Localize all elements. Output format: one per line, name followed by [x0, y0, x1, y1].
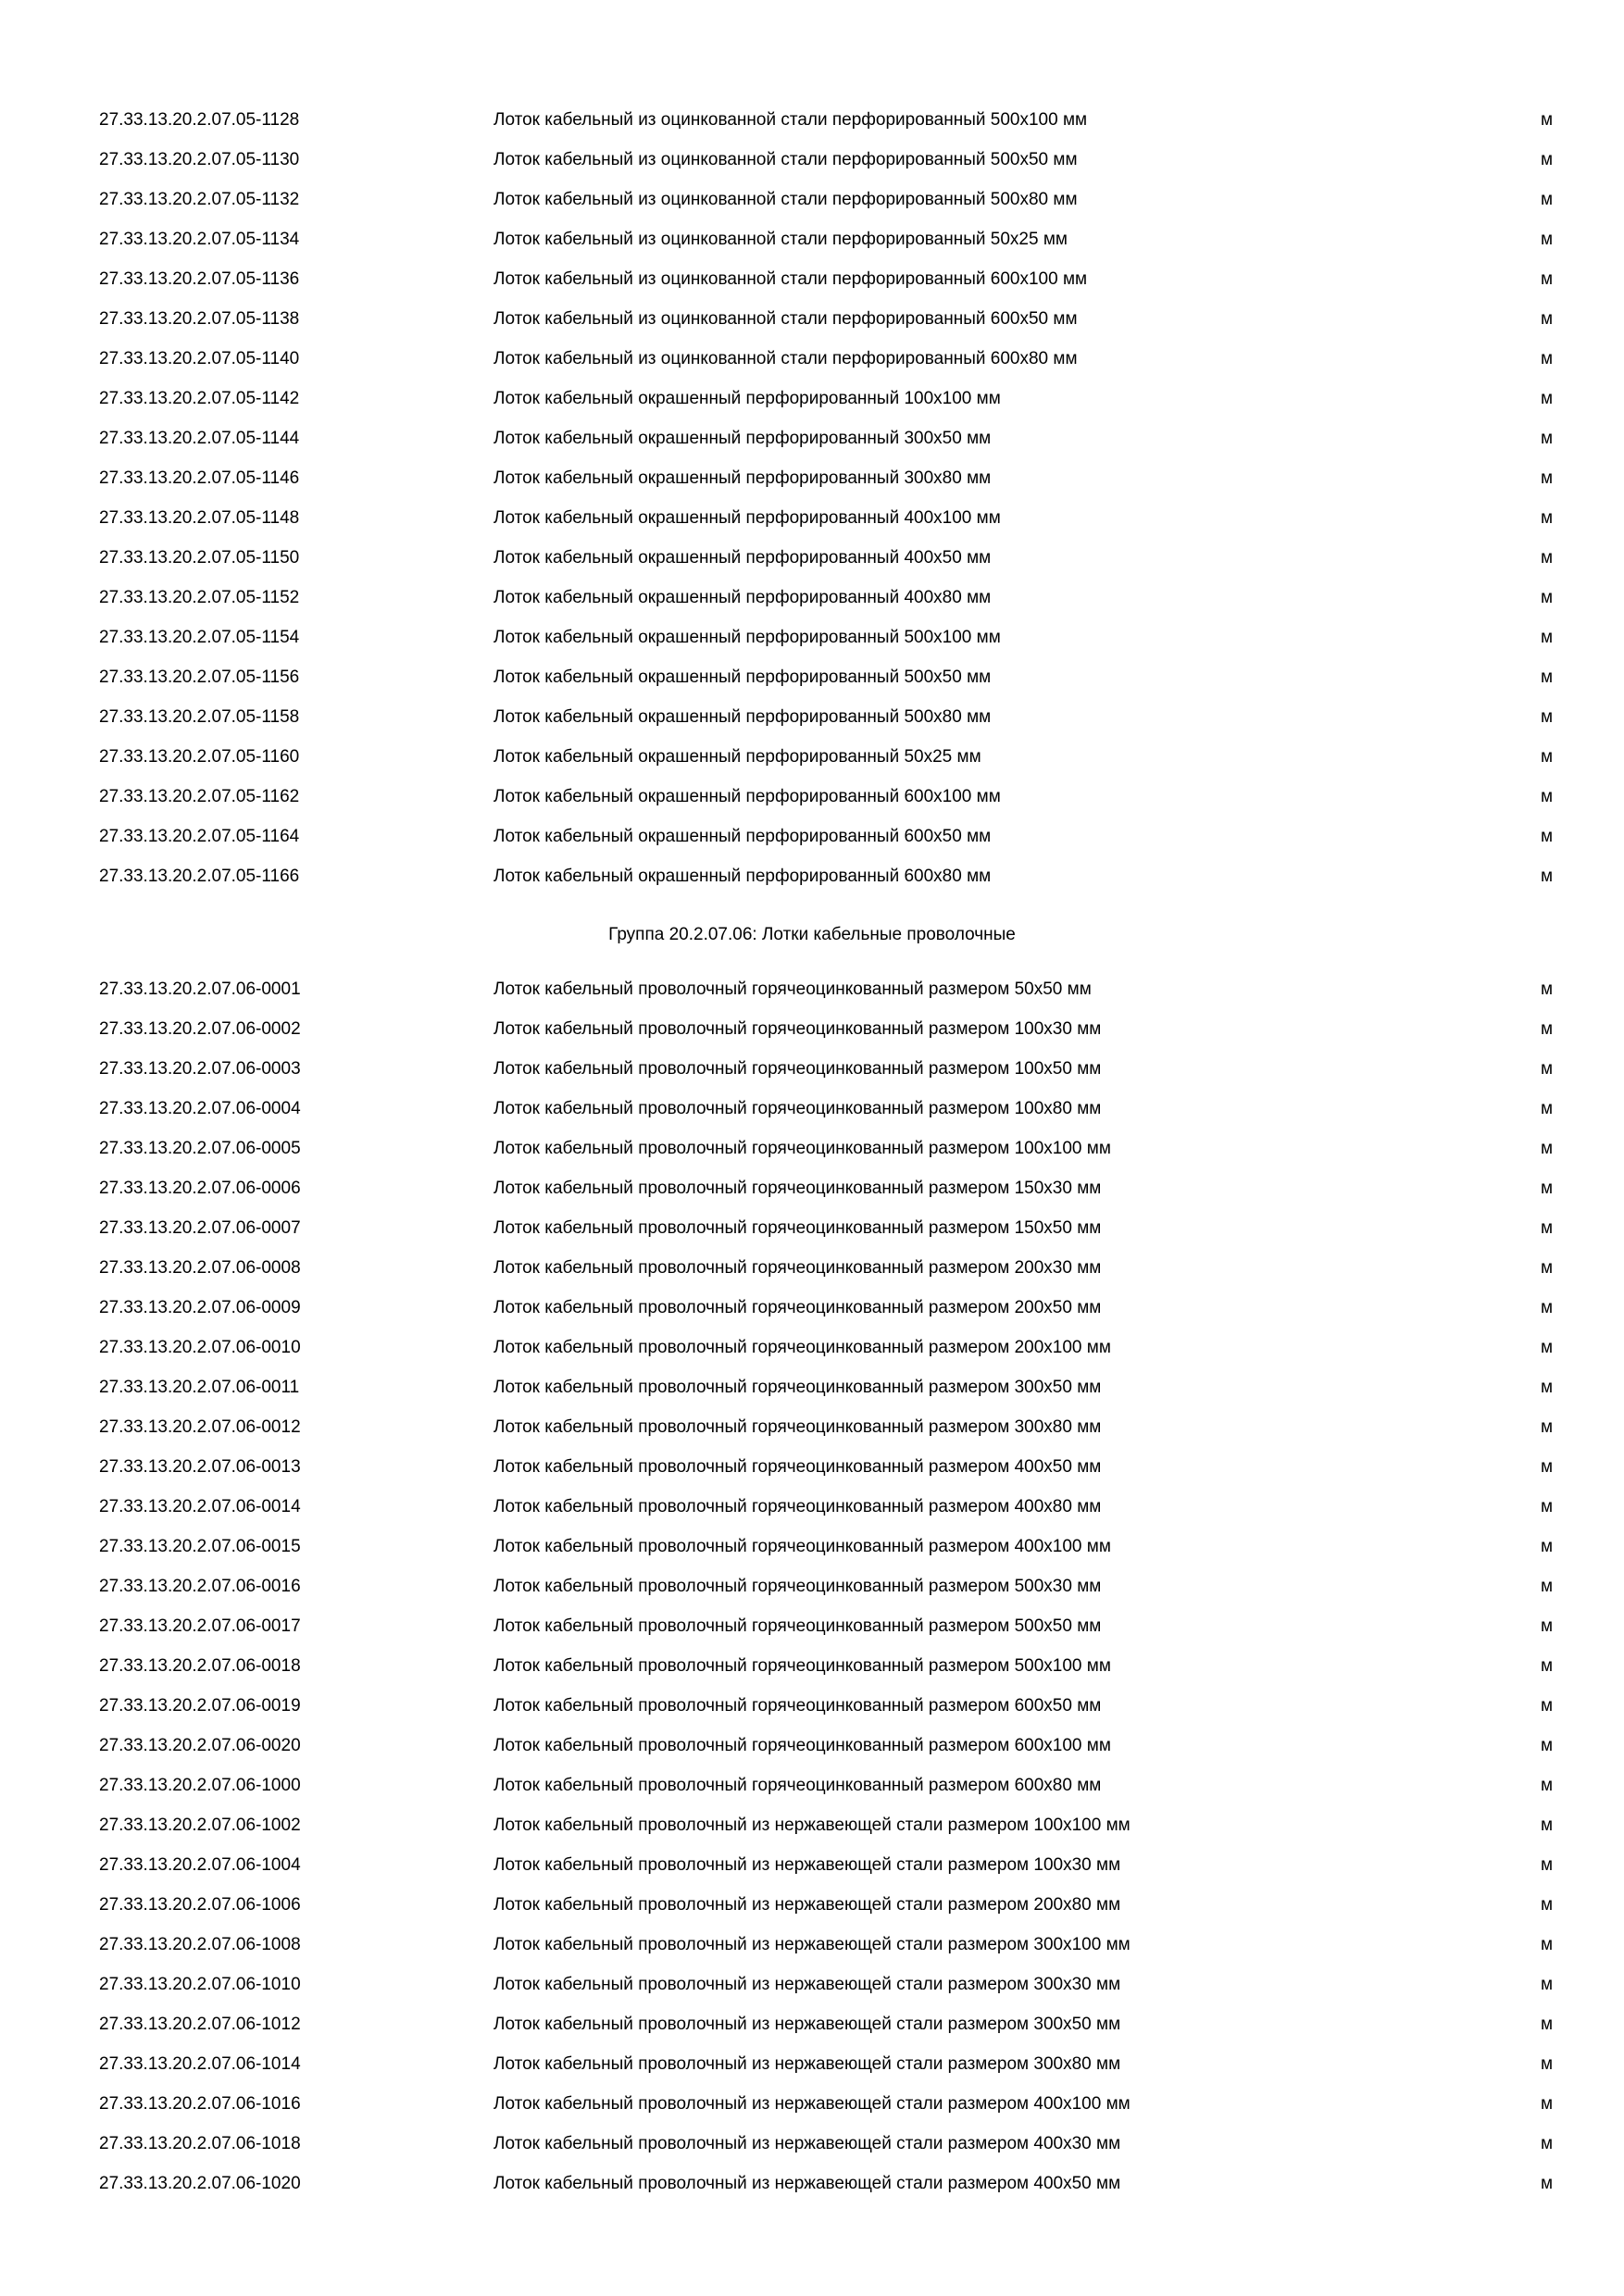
item-name: Лоток кабельный проволочный горячеоцинкованный размером 400х80 мм [493, 1497, 1102, 1516]
table-row [0, 1728, 1624, 1765]
item-name: Лоток кабельный окрашенный перфорированный 500х100 мм [493, 628, 1001, 647]
item-unit: м [1541, 1816, 1554, 1835]
item-unit: м [1541, 1059, 1554, 1079]
item-name: Лоток кабельный окрашенный перфорированный 600х80 мм [493, 867, 992, 886]
item-name: Лоток кабельный из оцинкованной стали перфорированный 600х80 мм [493, 349, 1078, 368]
table-row [0, 1051, 1624, 1088]
item-unit: м [1541, 389, 1554, 408]
table-row [0, 1688, 1624, 1725]
table-row [0, 261, 1624, 298]
item-name: Лоток кабельный проволочный горячеоцинкованный размером 300х50 мм [493, 1378, 1102, 1397]
item-unit: м [1541, 1457, 1554, 1477]
item-unit: м [1541, 2174, 1554, 2193]
item-code: 27.33.13.20.2.07.05-1128 [99, 110, 300, 130]
item-name: Лоток кабельный проволочный из нержавеющей стали размером 400х50 мм [493, 2174, 1121, 2193]
item-code: 27.33.13.20.2.07.05-1154 [99, 628, 300, 647]
item-code: 27.33.13.20.2.07.06-0020 [99, 1736, 301, 1755]
item-unit: м [1541, 1577, 1554, 1596]
item-unit: м [1541, 980, 1554, 999]
item-unit: м [1541, 1338, 1554, 1357]
item-unit: м [1541, 468, 1554, 488]
item-unit: м [1541, 588, 1554, 607]
item-code: 27.33.13.20.2.07.06-1004 [99, 1855, 301, 1875]
item-unit: м [1541, 1139, 1554, 1158]
item-name: Лоток кабельный окрашенный перфорированный 500х50 мм [493, 668, 992, 687]
table-row [0, 1290, 1624, 1327]
item-name: Лоток кабельный проволочный горячеоцинкованный размером 400х100 мм [493, 1537, 1111, 1556]
item-name: Лоток кабельный из оцинкованной стали перфорированный 600х100 мм [493, 269, 1088, 289]
item-code: 27.33.13.20.2.07.05-1158 [99, 707, 300, 727]
item-unit: м [1541, 1616, 1554, 1636]
item-name: Лоток кабельный из оцинкованной стали перфорированный 500х80 мм [493, 190, 1078, 209]
item-code: 27.33.13.20.2.07.05-1138 [99, 309, 300, 329]
item-unit: м [1541, 1218, 1554, 1238]
item-unit: м [1541, 1975, 1554, 1994]
item-code: 27.33.13.20.2.07.05-1166 [99, 867, 300, 886]
item-code: 27.33.13.20.2.07.05-1150 [99, 548, 300, 568]
item-name: Лоток кабельный окрашенный перфорированный 600х50 мм [493, 827, 992, 846]
table-row [0, 1170, 1624, 1207]
item-name: Лоток кабельный проволочный из нержавеющей стали размером 300х50 мм [493, 2015, 1121, 2034]
item-unit: м [1541, 1855, 1554, 1875]
item-unit: м [1541, 508, 1554, 528]
item-name: Лоток кабельный из оцинкованной стали перфорированный 500х100 мм [493, 110, 1088, 130]
item-name: Лоток кабельный проволочный горячеоцинкованный размером 100х50 мм [493, 1059, 1102, 1079]
item-name: Лоток кабельный окрашенный перфорированный 300х80 мм [493, 468, 992, 488]
item-name: Лоток кабельный проволочный горячеоцинкованный размером 400х50 мм [493, 1457, 1102, 1477]
item-code: 27.33.13.20.2.07.06-1016 [99, 2094, 301, 2114]
item-code: 27.33.13.20.2.07.06-0015 [99, 1537, 301, 1556]
table-row [0, 1529, 1624, 1566]
item-code: 27.33.13.20.2.07.06-1000 [99, 1776, 301, 1795]
item-unit: м [1541, 110, 1554, 130]
item-unit: м [1541, 2134, 1554, 2153]
item-name: Лоток кабельный проволочный горячеоцинкованный размером 500х50 мм [493, 1616, 1102, 1636]
item-code: 27.33.13.20.2.07.06-0007 [99, 1218, 301, 1238]
table-row [0, 2126, 1624, 2163]
item-code: 27.33.13.20.2.07.06-0017 [99, 1616, 301, 1636]
item-unit: м [1541, 269, 1554, 289]
item-name: Лоток кабельный проволочный из нержавеющей стали размером 100х100 мм [493, 1816, 1131, 1835]
item-unit: м [1541, 2015, 1554, 2034]
table-row [0, 1130, 1624, 1167]
table-row [0, 619, 1624, 656]
table-row [0, 1250, 1624, 1287]
item-name: Лоток кабельный проволочный горячеоцинкованный размером 500х30 мм [493, 1577, 1102, 1596]
item-name: Лоток кабельный проволочный горячеоцинкованный размером 600х50 мм [493, 1696, 1102, 1716]
item-unit: м [1541, 1656, 1554, 1676]
item-unit: м [1541, 1736, 1554, 1755]
item-code: 27.33.13.20.2.07.05-1160 [99, 747, 300, 767]
item-unit: м [1541, 1298, 1554, 1317]
item-code: 27.33.13.20.2.07.06-1014 [99, 2054, 301, 2074]
item-code: 27.33.13.20.2.07.05-1144 [99, 429, 300, 448]
item-name: Лоток кабельный проволочный из нержавеющей стали размером 300х100 мм [493, 1935, 1131, 1954]
item-unit: м [1541, 2094, 1554, 2114]
item-unit: м [1541, 429, 1554, 448]
table-row [0, 1887, 1624, 1924]
item-code: 27.33.13.20.2.07.06-0011 [99, 1378, 300, 1397]
table-row [0, 1966, 1624, 2003]
item-code: 27.33.13.20.2.07.06-0005 [99, 1139, 301, 1158]
item-code: 27.33.13.20.2.07.06-0003 [99, 1059, 301, 1079]
table-row [0, 1807, 1624, 1844]
table-row [0, 2086, 1624, 2123]
item-unit: м [1541, 150, 1554, 169]
table-row [0, 580, 1624, 617]
item-code: 27.33.13.20.2.07.05-1156 [99, 668, 300, 687]
item-code: 27.33.13.20.2.07.06-0013 [99, 1457, 301, 1477]
item-name: Лоток кабельный окрашенный перфорированный 600х100 мм [493, 787, 1001, 806]
table-row [0, 739, 1624, 776]
table-row [0, 1369, 1624, 1406]
item-name: Лоток кабельный из оцинкованной стали перфорированный 600х50 мм [493, 309, 1078, 329]
table-row [0, 1210, 1624, 1247]
item-code: 27.33.13.20.2.07.06-0006 [99, 1179, 301, 1198]
item-unit: м [1541, 1258, 1554, 1278]
item-name: Лоток кабельный проволочный горячеоцинкованный размером 100х80 мм [493, 1099, 1102, 1118]
table-row [0, 102, 1624, 139]
table-row [0, 341, 1624, 378]
item-name: Лоток кабельный окрашенный перфорированный 100х100 мм [493, 389, 1001, 408]
item-name: Лоток кабельный проволочный горячеоцинкованный размером 300х80 мм [493, 1417, 1102, 1437]
item-code: 27.33.13.20.2.07.05-1130 [99, 150, 300, 169]
item-unit: м [1541, 1179, 1554, 1198]
item-code: 27.33.13.20.2.07.06-0004 [99, 1099, 301, 1118]
item-unit: м [1541, 707, 1554, 727]
table-row [0, 1608, 1624, 1645]
item-name: Лоток кабельный проволочный из нержавеющей стали размером 400х30 мм [493, 2134, 1121, 2153]
table-row [0, 221, 1624, 258]
item-unit: м [1541, 787, 1554, 806]
item-unit: м [1541, 309, 1554, 329]
item-unit: м [1541, 230, 1554, 249]
table-row [0, 2165, 1624, 2202]
item-code: 27.33.13.20.2.07.06-0019 [99, 1696, 301, 1716]
item-code: 27.33.13.20.2.07.05-1142 [99, 389, 300, 408]
table-row [0, 301, 1624, 338]
item-unit: м [1541, 827, 1554, 846]
table-row [0, 858, 1624, 895]
item-code: 27.33.13.20.2.07.06-1018 [99, 2134, 301, 2153]
table-row [0, 420, 1624, 457]
table-row [0, 142, 1624, 179]
table-row [0, 2046, 1624, 2083]
item-code: 27.33.13.20.2.07.06-1020 [99, 2174, 301, 2193]
table-row [0, 1847, 1624, 1884]
table-row [0, 500, 1624, 537]
item-unit: м [1541, 1378, 1554, 1397]
item-unit: м [1541, 1776, 1554, 1795]
table-row [0, 1767, 1624, 1804]
item-name: Лоток кабельный окрашенный перфорированный 400х100 мм [493, 508, 1001, 528]
item-code: 27.33.13.20.2.07.06-0010 [99, 1338, 301, 1357]
item-unit: м [1541, 548, 1554, 568]
item-unit: м [1541, 867, 1554, 886]
item-unit: м [1541, 668, 1554, 687]
item-name: Лоток кабельный окрашенный перфорированный 300х50 мм [493, 429, 992, 448]
item-name: Лоток кабельный проволочный из нержавеющей стали размером 100х30 мм [493, 1855, 1121, 1875]
item-code: 27.33.13.20.2.07.05-1162 [99, 787, 300, 806]
item-code: 27.33.13.20.2.07.05-1164 [99, 827, 300, 846]
table-row [0, 1329, 1624, 1366]
item-code: 27.33.13.20.2.07.05-1152 [99, 588, 300, 607]
item-unit: м [1541, 1537, 1554, 1556]
table-row [0, 1409, 1624, 1446]
item-code: 27.33.13.20.2.07.05-1134 [99, 230, 300, 249]
item-unit: м [1541, 1019, 1554, 1039]
item-code: 27.33.13.20.2.07.05-1146 [99, 468, 300, 488]
item-code: 27.33.13.20.2.07.06-0008 [99, 1258, 301, 1278]
item-unit: м [1541, 2054, 1554, 2074]
item-code: 27.33.13.20.2.07.06-1008 [99, 1935, 301, 1954]
item-unit: м [1541, 349, 1554, 368]
item-unit: м [1541, 1895, 1554, 1915]
group-heading: Группа 20.2.07.06: Лотки кабельные проволочные [608, 925, 1016, 944]
item-unit: м [1541, 1497, 1554, 1516]
table-row [0, 1449, 1624, 1486]
table-row [0, 540, 1624, 577]
item-name: Лоток кабельный окрашенный перфорированный 400х80 мм [493, 588, 992, 607]
item-name: Лоток кабельный проволочный горячеоцинкованный размером 600х80 мм [493, 1776, 1102, 1795]
item-unit: м [1541, 1417, 1554, 1437]
table-row [0, 381, 1624, 418]
item-name: Лоток кабельный проволочный горячеоцинкованный размером 150х30 мм [493, 1179, 1102, 1198]
item-unit: м [1541, 628, 1554, 647]
table-row [0, 1011, 1624, 1048]
item-name: Лоток кабельный из оцинкованной стали перфорированный 500х50 мм [493, 150, 1078, 169]
item-name: Лоток кабельный проволочный горячеоцинкованный размером 200х50 мм [493, 1298, 1102, 1317]
item-name: Лоток кабельный проволочный горячеоцинкованный размером 200х30 мм [493, 1258, 1102, 1278]
item-name: Лоток кабельный окрашенный перфорированный 50х25 мм [493, 747, 981, 767]
item-code: 27.33.13.20.2.07.06-0014 [99, 1497, 301, 1516]
item-name: Лоток кабельный проволочный из нержавеющей стали размером 200х80 мм [493, 1895, 1121, 1915]
item-code: 27.33.13.20.2.07.06-1002 [99, 1816, 301, 1835]
table-row [0, 1568, 1624, 1605]
table-row [0, 1648, 1624, 1685]
table-row [0, 2006, 1624, 2043]
item-code: 27.33.13.20.2.07.06-0009 [99, 1298, 301, 1317]
table-row [0, 1489, 1624, 1526]
item-code: 27.33.13.20.2.07.06-0001 [99, 980, 301, 999]
item-code: 27.33.13.20.2.07.06-1012 [99, 2015, 301, 2034]
item-name: Лоток кабельный проволочный горячеоцинкованный размером 600х100 мм [493, 1736, 1111, 1755]
item-unit: м [1541, 1696, 1554, 1716]
item-unit: м [1541, 190, 1554, 209]
item-unit: м [1541, 747, 1554, 767]
item-unit: м [1541, 1935, 1554, 1954]
item-name: Лоток кабельный проволочный горячеоцинкованный размером 100х100 мм [493, 1139, 1111, 1158]
table-row [0, 659, 1624, 696]
item-code: 27.33.13.20.2.07.05-1148 [99, 508, 300, 528]
item-code: 27.33.13.20.2.07.06-0012 [99, 1417, 301, 1437]
item-name: Лоток кабельный проволочный из нержавеющей стали размером 300х30 мм [493, 1975, 1121, 1994]
table-row [0, 460, 1624, 497]
item-name: Лоток кабельный окрашенный перфорированный 500х80 мм [493, 707, 992, 727]
table-row [0, 1091, 1624, 1128]
item-name: Лоток кабельный проволочный горячеоцинкованный размером 500х100 мм [493, 1656, 1111, 1676]
item-code: 27.33.13.20.2.07.06-1006 [99, 1895, 301, 1915]
item-name: Лоток кабельный из оцинкованной стали перфорированный 50х25 мм [493, 230, 1068, 249]
table-row [0, 779, 1624, 816]
item-code: 27.33.13.20.2.07.06-1010 [99, 1975, 301, 1994]
item-code: 27.33.13.20.2.07.05-1140 [99, 349, 300, 368]
item-name: Лоток кабельный окрашенный перфорированный 400х50 мм [493, 548, 992, 568]
item-name: Лоток кабельный проволочный горячеоцинкованный размером 150х50 мм [493, 1218, 1102, 1238]
table-row [0, 1927, 1624, 1964]
item-name: Лоток кабельный проволочный из нержавеющей стали размером 400х100 мм [493, 2094, 1131, 2114]
item-name: Лоток кабельный проволочный горячеоцинкованный размером 200х100 мм [493, 1338, 1111, 1357]
item-code: 27.33.13.20.2.07.05-1136 [99, 269, 300, 289]
item-code: 27.33.13.20.2.07.06-0002 [99, 1019, 301, 1039]
table-row [0, 181, 1624, 218]
item-code: 27.33.13.20.2.07.05-1132 [99, 190, 300, 209]
item-code: 27.33.13.20.2.07.06-0016 [99, 1577, 301, 1596]
item-unit: м [1541, 1099, 1554, 1118]
item-code: 27.33.13.20.2.07.06-0018 [99, 1656, 301, 1676]
item-name: Лоток кабельный проволочный горячеоцинкованный размером 50х50 мм [493, 980, 1092, 999]
table-row [0, 818, 1624, 855]
table-row [0, 971, 1624, 1008]
item-name: Лоток кабельный проволочный из нержавеющей стали размером 300х80 мм [493, 2054, 1121, 2074]
item-name: Лоток кабельный проволочный горячеоцинкованный размером 100х30 мм [493, 1019, 1102, 1039]
table-row [0, 699, 1624, 736]
